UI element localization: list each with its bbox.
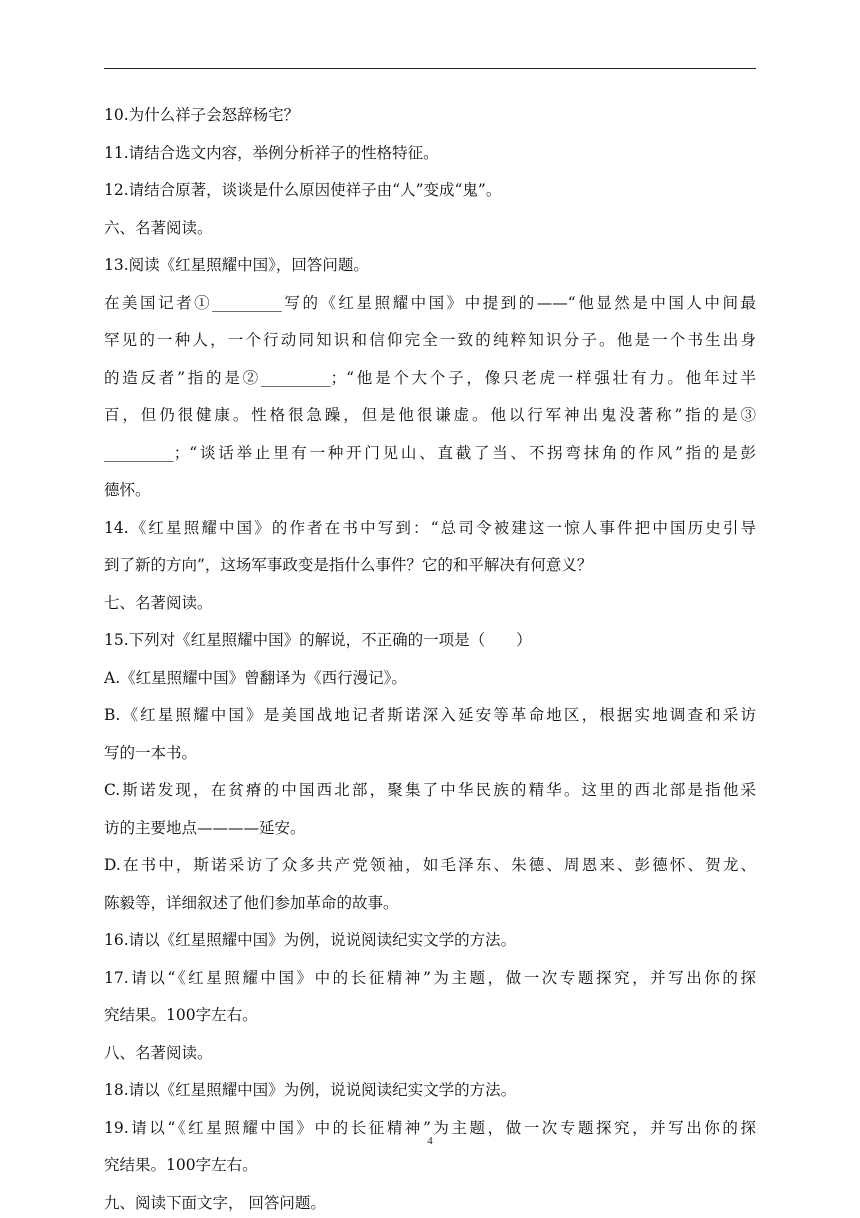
document-body bbox=[104, 100, 756, 1218]
section-heading-6: 六、名著阅读。 bbox=[104, 218, 213, 237]
section-heading-8: 八、名著阅读。 bbox=[104, 1043, 213, 1062]
question-14: 14.《红星照耀中国》的作者在书中写到：“总司令被建这一惊人事件把中国历史引导 bbox=[104, 518, 756, 537]
question-19: 19.请以“《红星照耀中国》中的长征精神”为主题，做一次专题探究，并写出你的探 bbox=[104, 1118, 756, 1137]
question-17-continued: 究结果。100字左右。 bbox=[104, 1006, 258, 1024]
question-13-passage-line: 的造反者”指的是②_________；“他是个大个子，像只老虎一样强壮有力。他年过半 bbox=[104, 368, 756, 387]
section-heading-9: 九、阅读下面文字， 回答问题。 bbox=[104, 1193, 326, 1212]
option-c: C.斯诺发现，在贫瘠的中国西北部，聚集了中华民族的精华。这里的西北部是指他采 bbox=[104, 781, 756, 799]
option-a: A.《红星照耀中国》曾翻译为《西行漫记》。 bbox=[104, 668, 407, 687]
question-13-passage-line: 德怀。 bbox=[104, 481, 151, 499]
question-10: 10.为什么祥子会怒辞杨宅？ bbox=[104, 106, 300, 124]
option-d-continued: 陈毅等，详细叙述了他们参加革命的故事。 bbox=[104, 893, 399, 912]
question-15: 15.下列对《红星照耀中国》的解说，不正确的一项是（ ） bbox=[104, 631, 532, 649]
section-heading-7: 七、名著阅读。 bbox=[104, 593, 213, 612]
question-18: 18.请以《红星照耀中国》为例，说说阅读纪实文学的方法。 bbox=[104, 1081, 517, 1099]
question-13-passage-line: 百，但仍很健康。性格很急躁，但是他很谦虚。他以行军神出鬼没著称”指的是③ bbox=[104, 406, 756, 424]
question-16: 16.请以《红星照耀中国》为例，说说阅读纪实文学的方法。 bbox=[104, 931, 517, 949]
question-19-continued: 究结果。100字左右。 bbox=[104, 1156, 258, 1174]
option-b: B.《红星照耀中国》是美国战地记者斯诺深入延安等革命地区，根据实地调查和采访 bbox=[104, 706, 756, 724]
question-13-passage-line: 罕见的一种人，一个行动同知识和信仰完全一致的纯粹知识分子。他是一个书生出身 bbox=[104, 331, 756, 349]
question-13: 13.阅读《红星照耀中国》，回答问题。 bbox=[104, 256, 369, 274]
question-12: 12.请结合原著，谈谈是什么原因使祥子由“人”变成“鬼”。 bbox=[104, 181, 502, 199]
option-b-continued: 写的一本书。 bbox=[104, 743, 198, 762]
question-14-continued: 到了新的方向”，这场军事政变是指什么事件？它的和平解决有何意义？ bbox=[104, 556, 593, 574]
header-rule bbox=[104, 68, 756, 69]
question-13-passage-line: _________；“谈话举止里有一种开门见山、直截了当、不拐弯抹角的作风”指的是彭 bbox=[104, 443, 756, 462]
option-c-continued: 访的主要地点————延安。 bbox=[104, 818, 306, 837]
option-d: D.在书中，斯诺采访了众多共产党领袖，如毛泽东、朱德、周恩来、彭德怀、贺龙、 bbox=[104, 856, 756, 874]
page-number: 4 bbox=[427, 1135, 433, 1147]
question-13-passage-line: 在美国记者①_________写的《红星照耀中国》中提到的——“他显然是中国人中间最 bbox=[104, 293, 756, 312]
question-17: 17.请以“《红星照耀中国》中的长征精神”为主题，做一次专题探究，并写出你的探 bbox=[104, 968, 756, 987]
question-11: 11.请结合选文内容，举例分析祥子的性格特征。 bbox=[104, 143, 439, 162]
